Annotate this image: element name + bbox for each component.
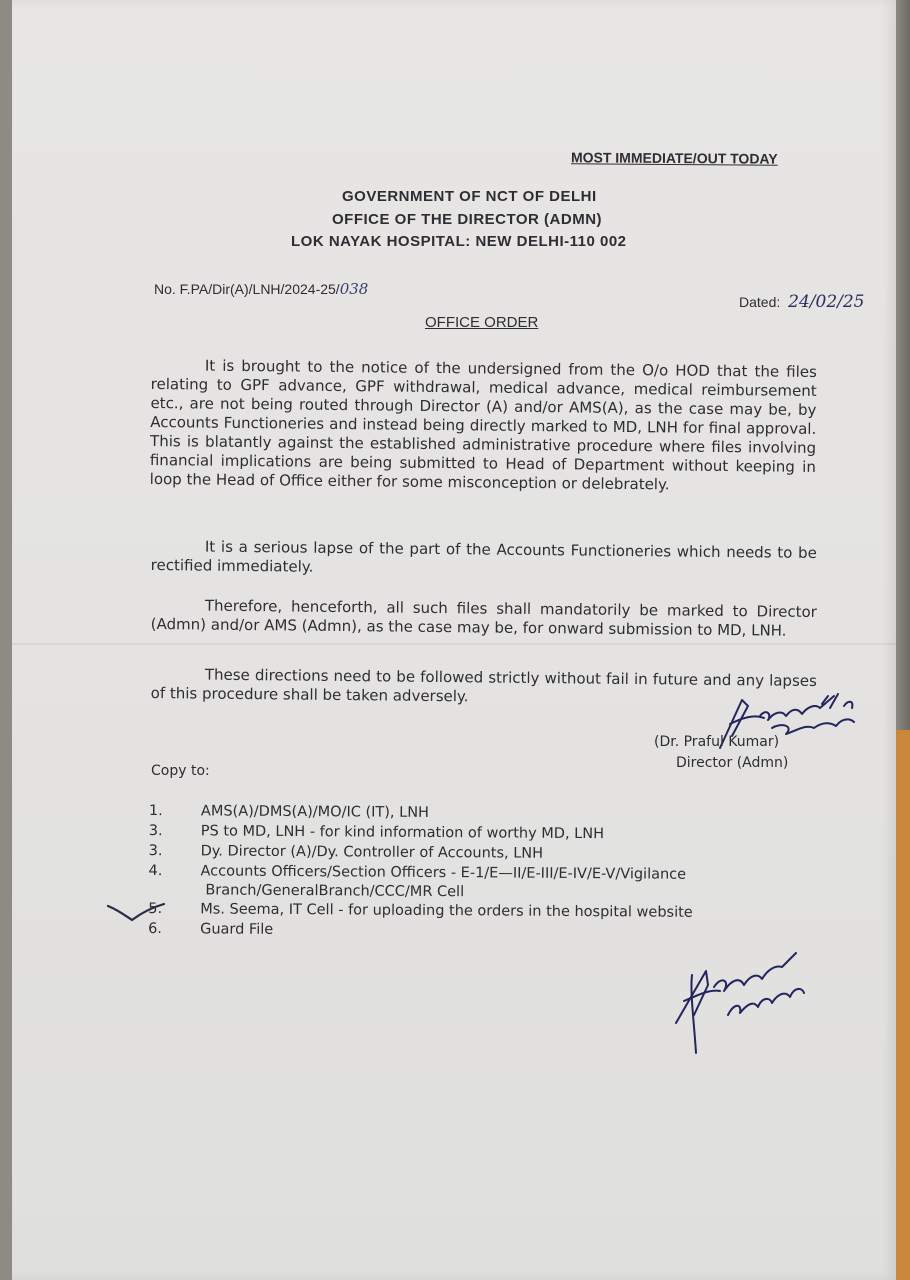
subject-title: OFFICE ORDER [425,314,539,331]
org-line-3: LOK NAYAK HOSPITAL: NEW DELHI-110 002 [291,233,627,250]
body-paragraph-1: It is brought to the notice of the undersigned from the O/o HOD that the files relating to GPF advance, GPF withdrawal, medical advance, medical reimbursement etc., are not being routed through Director (A) and/or AMS(A), as the case may be, by Accounts Functioneries and instead being directly marked to MD, LNH for final approval. This is blatantly against the established administrative procedure where files involving financial implications are being submitted to Head of Department without keeping in loop the Head of Office either for some misconception or delebrately. [149,356,817,494]
list-item: 6. Guard File [148,920,274,938]
list-item: 5. Ms. Seema, IT Cell - for uploading the orders in the hospital website [148,900,693,921]
body-paragraph-2: It is a serious lapse of the part of the Accounts Functioneries which needs to be rectified immediately. [150,537,817,576]
signatory-name: (Dr. Praful Kumar) [654,734,780,750]
dated-field [739,292,865,312]
list-item: 4. Accounts Officers/Section Officers - E-1/E—II/E-III/E-IV/E-V/Vigilance [148,862,687,883]
org-line-2: OFFICE OF THE DIRECTOR (ADMN) [332,211,603,228]
copy-to-label: Copy to: [151,763,210,779]
body-paragraph-4: These directions need to be followed strictly without fail in future and any lapses of this procedure shall be taken adversely. [150,665,817,706]
handwritten-date: 24/02/25 [788,292,865,312]
paper-fold [12,643,896,645]
handwritten-ref-number: 038 [339,280,369,298]
dated-label: Dated: [739,294,781,310]
reference-prefix: No. F.PA/Dir(A)/LNH/2024-25/ [154,281,340,297]
copy-to-list [148,801,799,944]
list-item: 1. AMS(A)/DMS(A)/MO/IC (IT), LNH [148,802,430,821]
priority-label: MOST IMMEDIATE/OUT TODAY [570,149,778,167]
document-page [12,0,896,1280]
signature-2 [662,945,822,1060]
list-item-continuation: Branch/GeneralBranch/CCC/MR Cell [205,882,465,901]
signatory-designation: Director (Admn) [676,755,789,771]
list-item: 3. PS to MD, LNH - for kind information of worthy MD, LNH [148,822,605,843]
org-line-1: GOVERNMENT OF NCT OF DELHI [342,188,597,205]
body-paragraph-3: Therefore, henceforth, all such files shall mandatorily be marked to Director (Admn) and/or AMS (Admn), as the case may be, for onward submission to MD, LNH. [150,596,817,640]
list-item: 3. Dy. Director (A)/Dy. Controller of Accounts, LNH [148,842,544,862]
table-edge [896,730,910,1280]
reference-number [154,280,368,298]
